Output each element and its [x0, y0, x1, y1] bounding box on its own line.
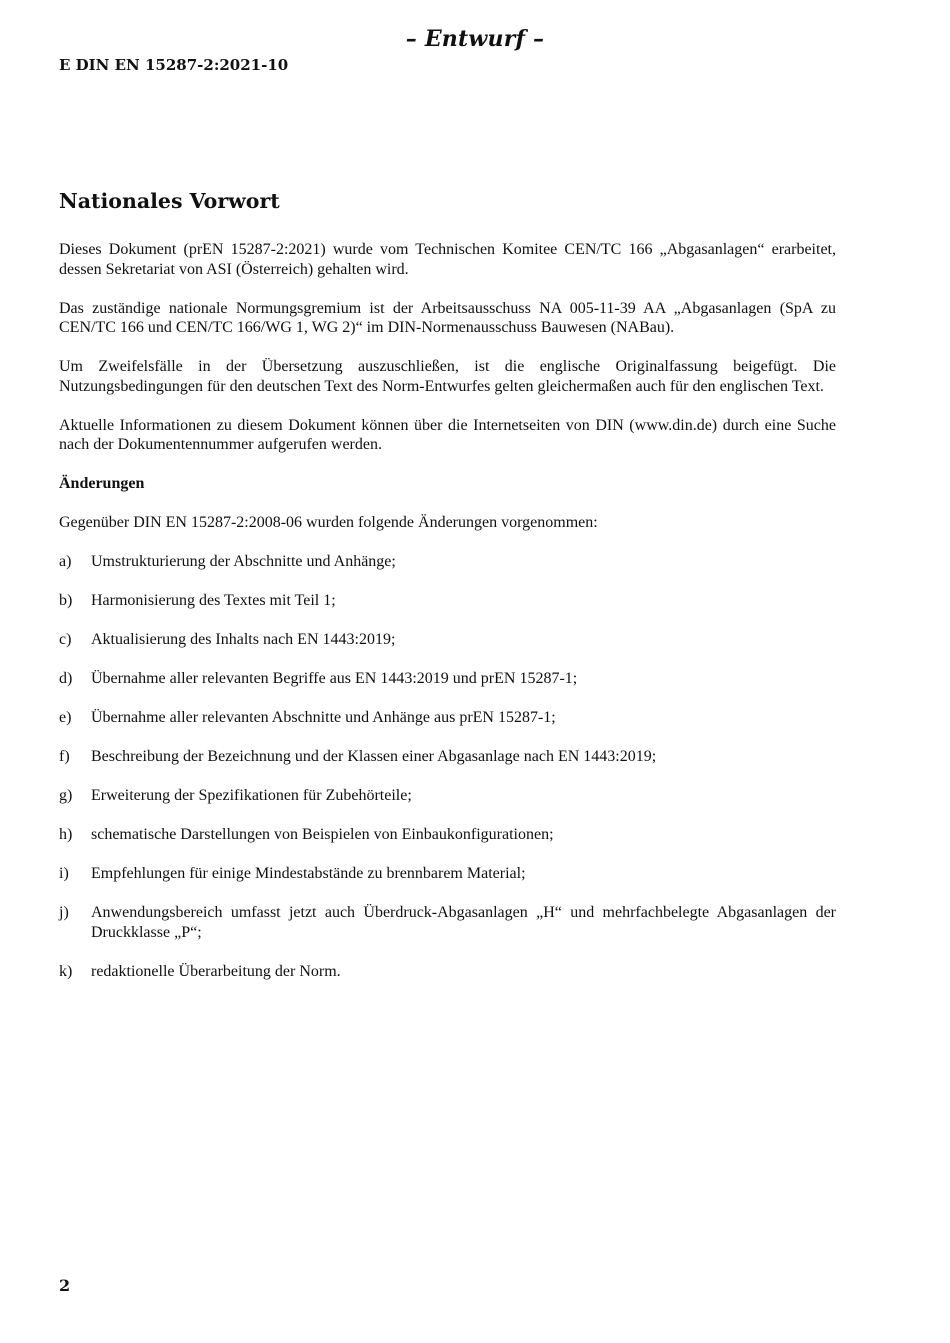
list-item: [59, 747, 836, 767]
list-item: [59, 786, 836, 806]
list-item-marker: k): [59, 962, 73, 980]
list-item-text: Harmonisierung des Textes mit Teil 1;: [91, 592, 336, 609]
list-item: [59, 591, 836, 611]
list-item-marker: g): [59, 787, 73, 804]
list-item-text: Aktualisierung des Inhalts nach EN 1443:2019;: [91, 631, 396, 648]
list-item: [59, 630, 836, 650]
list-item-marker: j): [59, 904, 69, 921]
list-item-text: Erweiterung der Spezifikationen für Zubehörteile;: [91, 787, 412, 804]
page-content: [59, 186, 836, 1001]
list-item-marker: a): [59, 553, 72, 570]
foreword-paragraph: Dieses Dokument (prEN 15287-2:2021) wurde vom Technischen Komitee CEN/TC 166 „Abgasanlagen“ erarbeitet, dessen Sekretariat von ASI (Österreich) gehalten wird.: [59, 241, 836, 278]
draft-watermark-label: – Entwurf –: [405, 26, 545, 52]
foreword-paragraph: Das zuständige nationale Normungsgremium ist der Arbeitsausschuss NA 005-11-39 AA „Abgasanlagen (SpA zu CEN/TC 166 und CEN/TC 166/WG 1, WG 2)“ im DIN-Normenausschuss Bauwesen (NABau).: [59, 299, 836, 336]
list-item: [59, 669, 836, 689]
changes-intro: Gegenüber DIN EN 15287-2:2008-06 wurden folgende Änderungen vorgenommen:: [59, 514, 598, 531]
foreword-paragraph: Um Zweifelsfälle in der Übersetzung auszuschließen, ist die englische Originalfassung beigefügt. Die Nutzungsbedingungen für den deutschen Text des Norm-Entwurfes gelten gleichermaßen auch für den englischen Text.: [59, 358, 836, 395]
list-item-text: schematische Darstellungen von Beispielen von Einbaukonfigurationen;: [91, 826, 554, 843]
list-item-marker: i): [59, 865, 69, 882]
list-item-text: Beschreibung der Bezeichnung und der Klassen einer Abgasanlage nach EN 1443:2019;: [91, 748, 657, 765]
foreword-paragraph: Aktuelle Informationen zu diesem Dokument können über die Internetseiten von DIN (www.din.de) durch eine Suche nach der Dokumentennummer aufgerufen werden.: [59, 416, 836, 453]
list-item-marker: e): [59, 709, 72, 726]
list-item-text: Übernahme aller relevanten Abschnitte und Anhänge aus prEN 15287-1;: [91, 709, 556, 726]
list-item-marker: c): [59, 631, 72, 648]
section-title: Nationales Vorwort: [59, 189, 280, 213]
list-item-text: Anwendungsbereich umfasst jetzt auch Überdruck-Abgasanlagen „H“ und mehrfachbelegte Abgasanlagen der Druckklasse „P“;: [91, 904, 836, 941]
document-id: E DIN EN 15287-2:2021-10: [59, 56, 289, 74]
list-item-marker: f): [59, 748, 70, 765]
list-item: [59, 552, 836, 572]
list-item-marker: h): [59, 826, 73, 843]
list-item-text: Empfehlungen für einige Mindestabstände zu brennbarem Material;: [91, 865, 526, 882]
list-item-text: Übernahme aller relevanten Begriffe aus EN 1443:2019 und prEN 15287-1;: [91, 670, 578, 687]
list-item-marker: b): [59, 592, 73, 609]
list-item: [59, 825, 836, 845]
page-number: 2: [59, 1276, 71, 1295]
list-item: [59, 903, 836, 942]
list-item: [59, 962, 836, 982]
list-item: [59, 864, 836, 884]
list-item-text: redaktionelle Überarbeitung der Norm.: [91, 962, 341, 980]
list-item-text: Umstrukturierung der Abschnitte und Anhänge;: [91, 553, 396, 570]
changes-heading: Änderungen: [59, 475, 145, 492]
list-item: [59, 708, 836, 728]
list-item-marker: d): [59, 670, 73, 687]
changes-list: [59, 552, 836, 981]
